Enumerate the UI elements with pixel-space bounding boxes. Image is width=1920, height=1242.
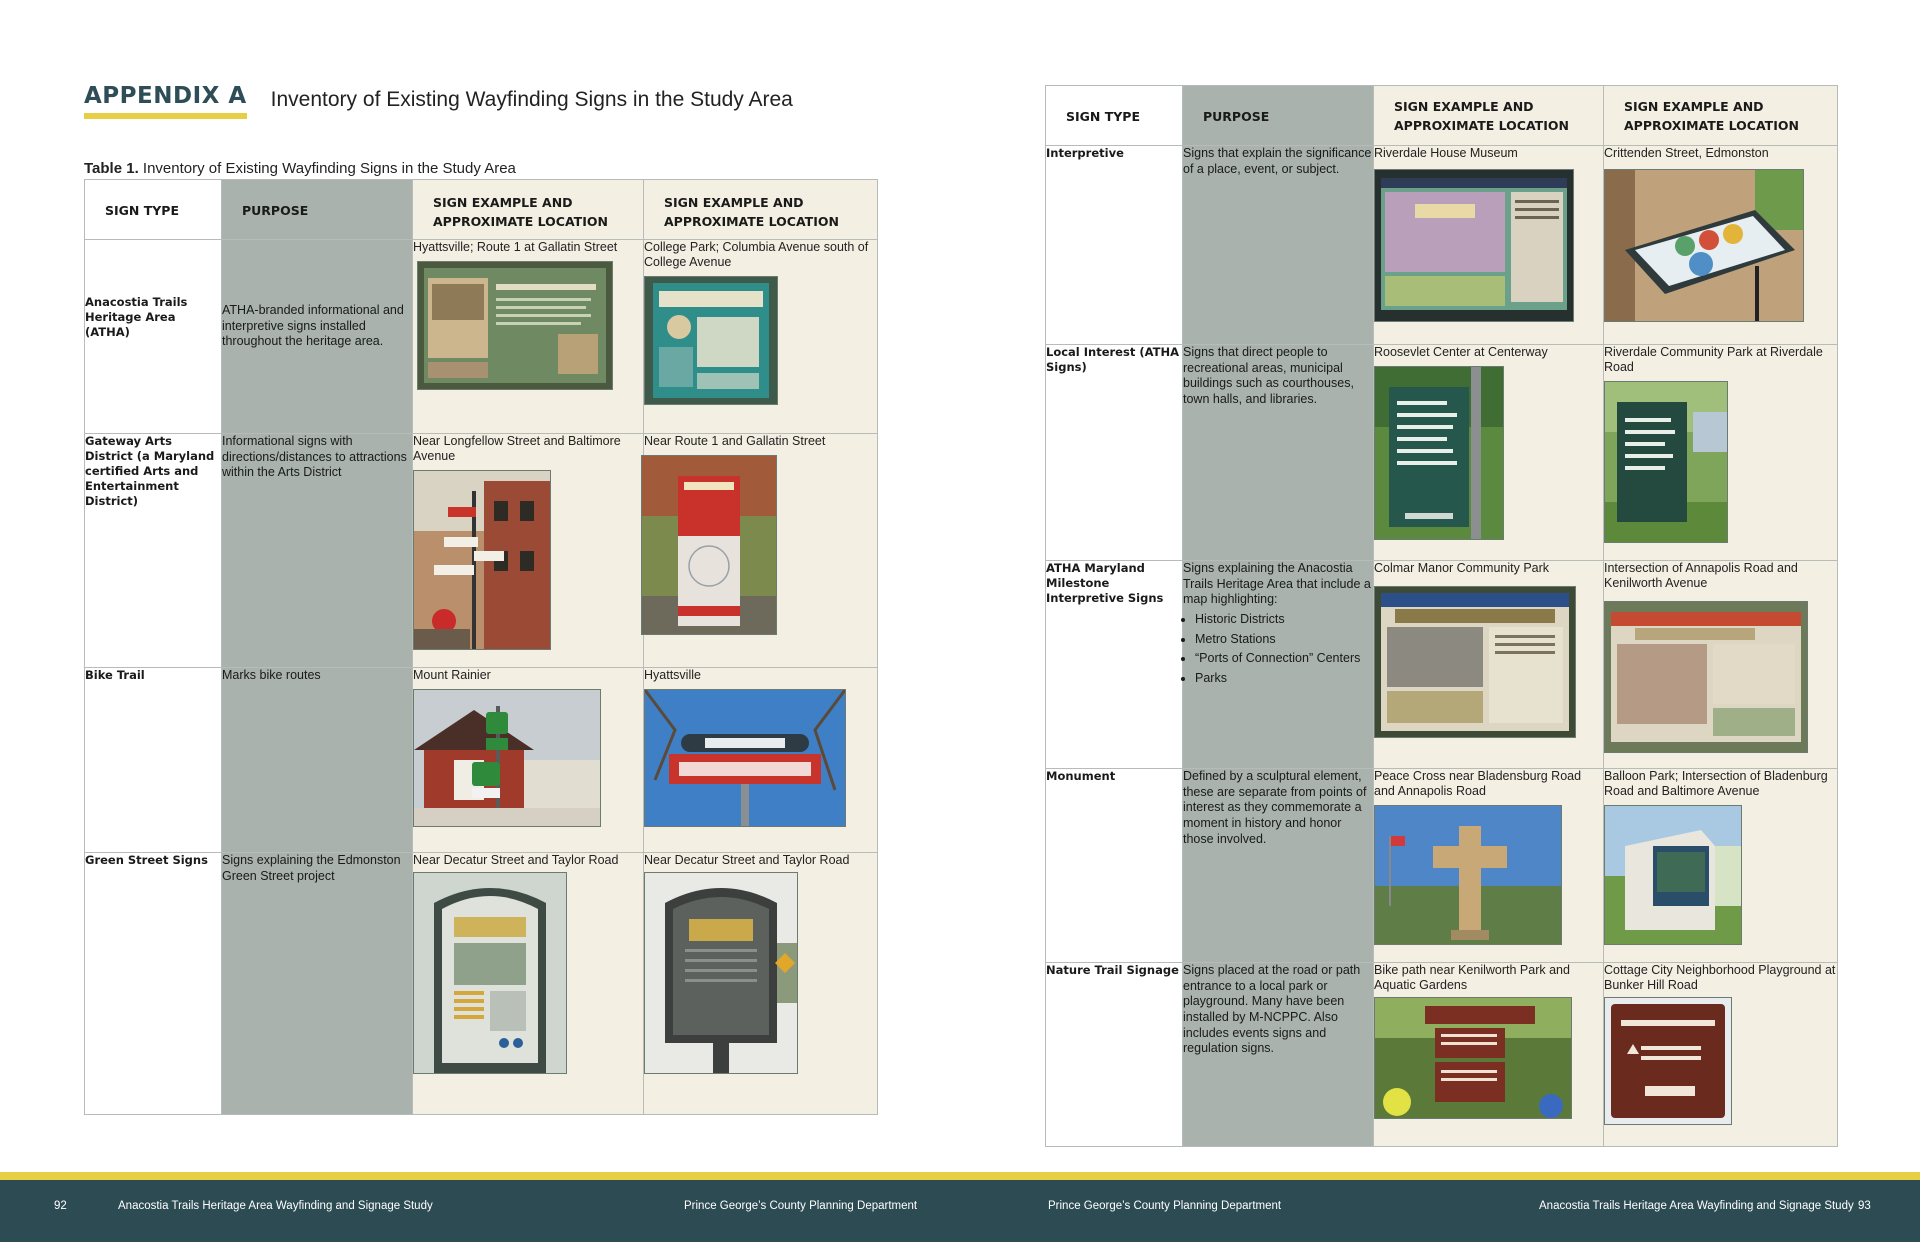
sign-photo [641,455,777,635]
example-location: Near Longfellow Street and Baltimore Avenue [413,434,621,463]
example-location: Cottage City Neighborhood Playground at Bunker Hill Road [1604,963,1836,992]
example-cell [413,668,644,853]
example-location: Roosevlet Center at Centerway [1374,345,1548,359]
example-cell [413,434,644,668]
sign-photo [644,276,778,405]
header-example-2: SIGN EXAMPLE AND APPROXIMATE LOCATION [644,180,878,240]
example-cell [644,240,878,434]
header-sign-type: SIGN TYPE [85,180,222,240]
example-location: Mount Rainier [413,668,491,682]
purpose-cell: Signs that direct people to recreational areas, municipal buildings such as courthouses, town halls, and libraries. [1183,345,1374,561]
footer-department-right: Prince George’s County Planning Department [1048,1200,1282,1212]
appendix-heading [84,84,793,119]
example-location: Riverdale Community Park at Riverdale Road [1604,345,1823,374]
header-example-2: SIGN EXAMPLE AND APPROXIMATE LOCATION [1604,86,1838,146]
sign-photo [1374,169,1574,322]
example-location: Hyattsville [644,668,701,682]
sign-photo [1604,601,1808,753]
sign-photo [413,689,601,827]
table-caption-text: Inventory of Existing Wayfinding Signs in the Study Area [138,160,516,177]
table-caption [84,160,516,177]
example-location: Colmar Manor Community Park [1374,561,1550,575]
example-cell [1374,345,1604,561]
footer-page-number-left: 92 [54,1200,67,1212]
sign-type-cell: Gateway Arts District (a Maryland certified Arts and Entertainment District) [85,434,222,668]
sign-type-cell: Anacostia Trails Heritage Area (ATHA) [85,240,222,434]
inventory-table-left [84,179,878,1115]
sign-type-cell: Bike Trail [85,668,222,853]
table-row [1046,146,1838,345]
purpose-bullet: • Historic Districts [1195,612,1373,628]
sign-type-cell: Monument [1046,769,1183,963]
purpose-bullets [1183,612,1373,687]
appendix-label: APPENDIX A [84,84,247,119]
sign-photo [1374,997,1572,1119]
purpose-bullet: • “Ports of Connection” Centers [1195,651,1373,667]
purpose-cell: Signs that explain the significance of a place, event, or subject. [1183,146,1374,345]
example-cell [1374,769,1604,963]
table-row [1046,561,1838,769]
example-cell [1374,561,1604,769]
sign-type-cell: Interpretive [1046,146,1183,345]
example-location: Near Route 1 and Gallatin Street [644,434,826,448]
example-cell [644,668,878,853]
table-header-row [85,180,878,240]
example-location: Near Decatur Street and Taylor Road [644,853,850,867]
table-row [85,853,878,1115]
sign-type-cell: Nature Trail Signage [1046,963,1183,1147]
sign-photo [644,689,846,827]
footer-study-title-left: Anacostia Trails Heritage Area Wayfinding and Signage Study [118,1200,433,1212]
sign-photo [1604,805,1742,945]
table-row [85,240,878,434]
example-cell [1604,561,1838,769]
purpose-cell [1183,561,1374,769]
sign-type-cell: Green Street Signs [85,853,222,1115]
sign-photo [417,261,613,390]
header-sign-type: SIGN TYPE [1046,86,1183,146]
example-cell [1374,963,1604,1147]
footer-study-title-right: Anacostia Trails Heritage Area Wayfinding and Signage Study [1539,1200,1854,1212]
sign-type-cell: ATHA Maryland Milestone Interpretive Signs [1046,561,1183,769]
sign-photo [1604,997,1732,1125]
table-row [1046,345,1838,561]
sign-photo [1374,586,1576,738]
header-purpose: PURPOSE [222,180,413,240]
example-location: Hyattsville; Route 1 at Gallatin Street [413,240,618,254]
header-example-1: SIGN EXAMPLE AND APPROXIMATE LOCATION [413,180,644,240]
sign-photo [1374,366,1504,540]
footer-page-number-right: 93 [1858,1200,1871,1212]
sign-photo [413,872,567,1074]
table-row [1046,963,1838,1147]
sign-photo [1604,169,1804,322]
example-location: College Park; Columbia Avenue south of College Avenue [644,240,869,269]
example-cell [413,240,644,434]
example-location: Intersection of Annapolis Road and Kenilworth Avenue [1604,561,1798,590]
example-location: Peace Cross near Bladensburg Road and Annapolis Road [1374,769,1582,798]
footer-accent-stripe [0,1172,1920,1180]
appendix-title: Inventory of Existing Wayfinding Signs in the Study Area [270,88,793,112]
footer-department-left: Prince George’s County Planning Department [684,1200,918,1212]
example-cell [1604,769,1838,963]
header-purpose: PURPOSE [1183,86,1374,146]
sign-photo [413,470,551,650]
sign-photo [644,872,798,1074]
purpose-cell: Signs explaining the Edmonston Green Street project [222,853,413,1115]
purpose-cell: Informational signs with directions/distances to attractions within the Arts District [222,434,413,668]
example-location: Balloon Park; Intersection of Bladenburg Road and Baltimore Avenue [1604,769,1828,798]
sign-type-cell: Local Interest (ATHA Signs) [1046,345,1183,561]
example-location: Bike path near Kenilworth Park and Aquatic Gardens [1374,963,1570,992]
example-location: Crittenden Street, Edmonston [1604,146,1769,160]
sign-photo [1604,381,1728,543]
example-cell [413,853,644,1115]
purpose-cell: Signs placed at the road or path entrance to a local park or playground. Many have been installed by M-NCPPC. Also includes events signs and regulation signs. [1183,963,1374,1147]
example-location: Near Decatur Street and Taylor Road [413,853,619,867]
inventory-table-right [1045,85,1838,1147]
purpose-cell: Marks bike routes [222,668,413,853]
purpose-cell: ATHA-branded informational and interpretive signs installed throughout the heritage area. [222,240,413,434]
table-caption-label: Table 1. [84,160,139,177]
purpose-text: Signs explaining the Anacostia Trails Heritage Area that include a map highlighting: [1183,561,1371,607]
example-cell [1604,146,1838,345]
table-row [85,668,878,853]
table-header-row [1046,86,1838,146]
table-row [1046,769,1838,963]
example-cell [1374,146,1604,345]
purpose-cell: Defined by a sculptural element, these are separate from points of interest as they commemorate a moment in history and honor those involved. [1183,769,1374,963]
header-example-1: SIGN EXAMPLE AND APPROXIMATE LOCATION [1374,86,1604,146]
purpose-bullet: • Parks [1195,671,1373,687]
example-cell [1604,963,1838,1147]
purpose-bullet: • Metro Stations [1195,632,1373,648]
sign-photo [1374,805,1562,945]
example-cell [644,434,878,668]
table-row [85,434,878,668]
example-location: Riverdale House Museum [1374,146,1518,160]
example-cell [1604,345,1838,561]
example-cell [644,853,878,1115]
